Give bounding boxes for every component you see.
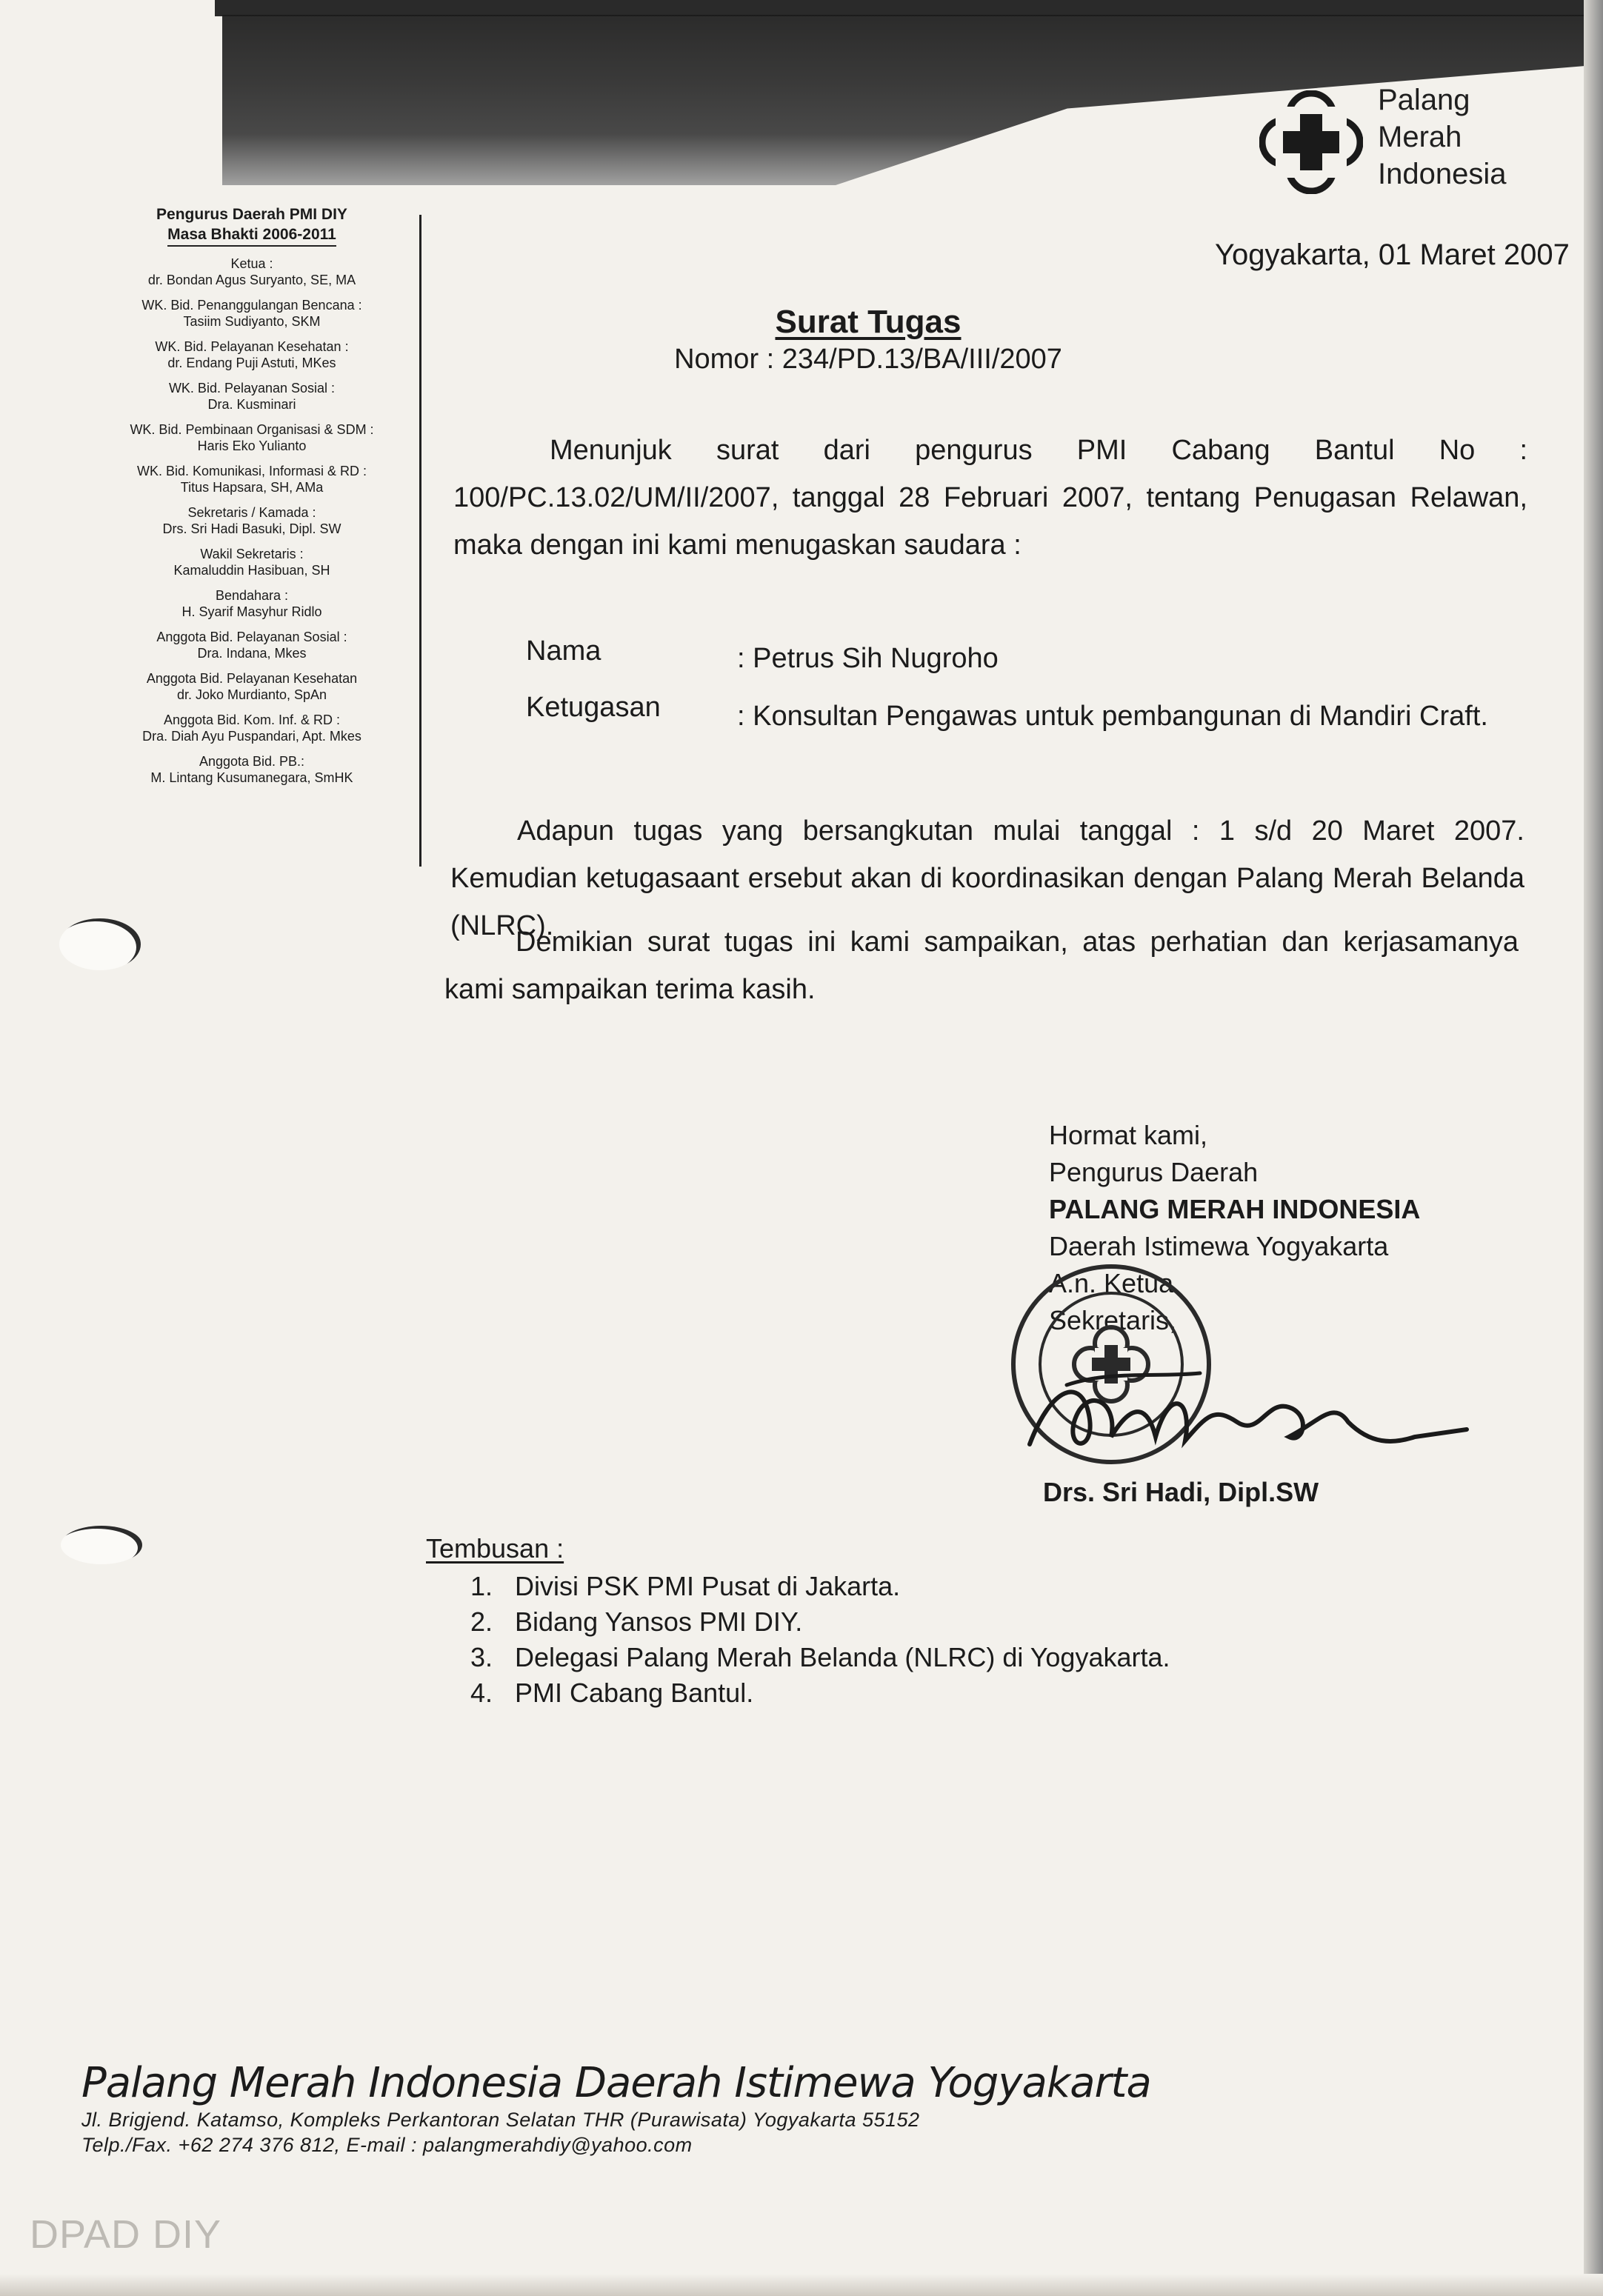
closing-line-6: Sekretaris, bbox=[1049, 1305, 1177, 1335]
archive-watermark: DPAD DIY bbox=[30, 2212, 222, 2257]
board-member: Tasiim Sudiyanto, SKM bbox=[183, 314, 321, 329]
board-role: WK. Bid. Pembinaan Organisasi & SDM : bbox=[130, 422, 374, 437]
board-role: Sekretaris / Kamada : bbox=[187, 505, 316, 520]
board-period: Masa Bhakti 2006-2011 bbox=[167, 224, 336, 247]
punch-hole-bottom bbox=[61, 1526, 142, 1564]
board-member: Dra. Kusminari bbox=[207, 397, 296, 412]
board-role: Ketua : bbox=[230, 256, 273, 271]
board-sidebar bbox=[89, 204, 415, 786]
letter-number: Nomor : 234/PD.13/BA/III/2007 bbox=[674, 344, 1062, 375]
board-member: Dra. Indana, Mkes bbox=[197, 646, 307, 661]
letter-title: Surat Tugas bbox=[775, 304, 962, 340]
board-member: Dra. Diah Ayu Puspandari, Apt. Mkes bbox=[142, 729, 361, 744]
task-label: Ketugasan bbox=[526, 692, 661, 723]
closing-line-5: A.n. Ketua bbox=[1049, 1268, 1174, 1298]
board-role: WK. Bid. Komunikasi, Informasi & RD : bbox=[136, 464, 367, 478]
logo-line-3: Indonesia bbox=[1378, 158, 1507, 190]
tembusan-item: 3. Delegasi Palang Merah Belanda (NLRC) di Yogyakarta. bbox=[500, 1640, 1170, 1675]
punch-hole-top bbox=[59, 918, 141, 970]
board-member: dr. Joko Murdianto, SpAn bbox=[176, 687, 327, 702]
board-member: M. Lintang Kusumanegara, SmHK bbox=[150, 770, 353, 785]
board-role: Wakil Sekretaris : bbox=[200, 547, 304, 561]
signer-name: Drs. Sri Hadi, Dipl.SW bbox=[1043, 1477, 1319, 1507]
paragraph-schedule: Adapun tugas yang bersangkutan mulai tanggal : 1 s/d 20 Maret 2007. Kemudian ketugasaant ersebut akan di koordinasikan dengan Palang Merah Belanda (NLRC). bbox=[450, 815, 1524, 941]
board-role: Anggota Bid. Kom. Inf. & RD : bbox=[163, 713, 341, 727]
closing-line-2: Pengurus Daerah bbox=[1049, 1157, 1259, 1187]
board-role: Anggota Bid. PB.: bbox=[199, 754, 305, 769]
tembusan-list bbox=[426, 1569, 1170, 1711]
letter-title-row bbox=[0, 304, 1603, 341]
logo-line-1: Palang bbox=[1378, 84, 1470, 116]
scan-edge-top bbox=[215, 0, 1603, 16]
tembusan-item: 4. PMI Cabang Bantul. bbox=[500, 1675, 1170, 1711]
board-role: WK. Bid. Pelayanan Kesehatan : bbox=[155, 339, 349, 354]
tembusan-item: 1. Divisi PSK PMI Pusat di Jakarta. bbox=[500, 1569, 1170, 1604]
board-role: WK. Bid. Pelayanan Sosial : bbox=[168, 381, 336, 396]
name-label: Nama bbox=[526, 635, 601, 667]
scan-edge-bottom bbox=[0, 2274, 1603, 2296]
letter-date: Yogyakarta, 01 Maret 2007 bbox=[1215, 238, 1570, 271]
board-member: Haris Eko Yulianto bbox=[197, 438, 307, 453]
logo-line-2: Merah bbox=[1378, 121, 1462, 153]
board-role: Anggota Bid. Pelayanan Sosial : bbox=[156, 630, 347, 644]
tembusan-heading: Tembusan : bbox=[426, 1533, 564, 1564]
tembusan-block bbox=[426, 1533, 1170, 1711]
footer-org-name: Palang Merah Indonesia Daerah Istimewa Yogyakarta bbox=[81, 2059, 1151, 2107]
board-title: Pengurus Daerah PMI DIY bbox=[156, 206, 347, 223]
board-member: Drs. Sri Hadi Basuki, Dipl. SW bbox=[162, 521, 341, 536]
board-role: Anggota Bid. Pelayanan Kesehatan bbox=[146, 671, 358, 686]
board-member: H. Syarif Masyhur Ridlo bbox=[181, 604, 322, 619]
paragraph-closing: Demikian surat tugas ini kami sampaikan, atas perhatian dan kerjasamanya kami sampaikan terima kasih. bbox=[444, 927, 1519, 1005]
letterhead-footer bbox=[81, 2059, 1151, 2157]
closing-line-4: Daerah Istimewa Yogyakarta bbox=[1049, 1231, 1389, 1261]
logo-wordmark bbox=[1378, 81, 1506, 193]
board-role: Bendahara : bbox=[215, 588, 289, 603]
paragraph-intro: Menunjuk surat dari pengurus PMI Cabang Bantul No : 100/PC.13.02/UM/II/2007, tanggal 28 Februari 2007, tentang Penugasan Relawan, maka dengan ini kami menugaskan saudara : bbox=[453, 435, 1527, 561]
board-member: Kamaluddin Hasibuan, SH bbox=[173, 563, 330, 578]
name-value: : Petrus Sih Nugroho bbox=[737, 643, 999, 674]
board-member: Titus Hapsara, SH, AMa bbox=[180, 480, 324, 495]
footer-address: Jl. Brigjend. Katamso, Kompleks Perkantoran Selatan THR (Purawisata) Yogyakarta 55152 bbox=[81, 2109, 920, 2131]
closing-line-3: PALANG MERAH INDONESIA bbox=[1049, 1194, 1421, 1224]
footer-contact: Telp./Fax. +62 274 376 812, E-mail : palangmerahdiy@yahoo.com bbox=[81, 2134, 693, 2156]
task-value: : Konsultan Pengawas untuk pembangunan di Mandiri Craft. bbox=[737, 701, 1488, 732]
handwritten-signature bbox=[1022, 1355, 1482, 1466]
tembusan-item: 2. Bidang Yansos PMI DIY. bbox=[500, 1604, 1170, 1640]
closing-line-1: Hormat kami, bbox=[1049, 1120, 1208, 1150]
board-role: WK. Bid. Penanggulangan Bencana : bbox=[141, 298, 362, 313]
board-member: dr. Endang Puji Astuti, MKes bbox=[167, 356, 336, 370]
red-cross-flower-icon bbox=[1259, 90, 1363, 194]
pmi-logo bbox=[1259, 74, 1548, 200]
board-member: dr. Bondan Agus Suryanto, SE, MA bbox=[147, 273, 356, 287]
